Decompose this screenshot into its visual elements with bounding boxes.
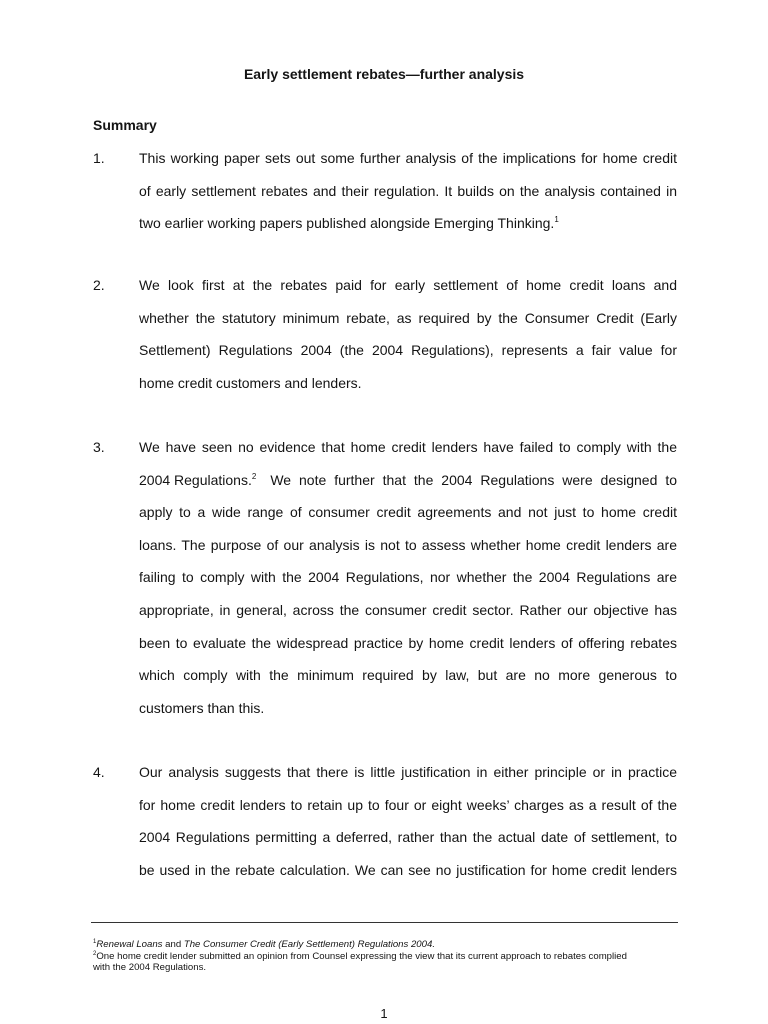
footnote-2-continued: with the 2004 Regulations. [93, 962, 207, 973]
paragraph-line: This working paper sets out some further analysis of the implications for home credit [139, 150, 677, 166]
paragraph-line: appropriate, in general, across the consumer credit sector. Rather our objective has [139, 601, 677, 618]
paragraph-number: 1. [93, 150, 105, 166]
paragraph-line: Our analysis suggests that there is little justification in either principle or in practice [139, 764, 677, 780]
footnote-citation: Renewal Loans [96, 939, 163, 950]
paragraph-body [139, 142, 677, 240]
footnote-text: One home credit lender submitted an opinion from Counsel expressing the view that its current approach to rebates complied [96, 950, 627, 962]
paragraph-line-text: 2004 Regulations. [139, 471, 252, 488]
paragraph-line-text: two earlier working papers published alongside Emerging Thinking. [139, 215, 555, 232]
footnote-2 [93, 951, 677, 963]
paragraph-line-segment [139, 464, 256, 497]
paragraph-line-text: We note further that the 2004 Regulations were designed to [270, 471, 677, 488]
footnote-divider [91, 922, 678, 923]
paragraph-number: 3. [93, 439, 105, 455]
footnote-citation: The Consumer Credit (Early Settlement) Regulations 2004. [183, 939, 435, 950]
paragraph-body [139, 756, 677, 886]
section-heading-summary: Summary [93, 117, 157, 133]
paragraph-number: 4. [93, 764, 105, 780]
paragraph-body [139, 269, 677, 399]
paragraph-line: of early settlement rebates and their regulation. It builds on the analysis contained in [139, 182, 677, 199]
footnote-reference-1: 1 [554, 215, 559, 225]
paragraph-line: which comply with the minimum required by law, but are no more generous to [139, 667, 677, 684]
paragraph-line: We look first at the rebates paid for early settlement of home credit loans and [139, 277, 677, 293]
footnote-1 [93, 939, 677, 951]
paragraph-line: loans. The purpose of our analysis is not to assess whether home credit lenders are [139, 536, 677, 553]
footnote-marker: 2 [93, 950, 97, 957]
paragraph-line: apply to a wide range of consumer credit agreements and not just to home credit [139, 504, 677, 521]
paragraph-line: been to evaluate the widespread practice by home credit lenders of offering rebates [139, 634, 677, 651]
page-number: 1 [380, 1006, 388, 1021]
paragraph-line: be used in the rebate calculation. We can see no justification for home credit lenders [139, 861, 677, 878]
paragraph-line: failing to comply with the 2004 Regulations, nor whether the 2004 Regulations are [139, 569, 677, 586]
paragraph-line [139, 464, 677, 497]
paragraph-line: Settlement) Regulations 2004 (the 2004 Regulations), represents a fair value for [139, 342, 677, 359]
paragraph-line: for home credit lenders to retain up to four or eight weeks’ charges as a result of the [139, 796, 677, 813]
paragraph-line: We have seen no evidence that home credit lenders have failed to comply with the [139, 439, 677, 455]
footnote-reference-2: 2 [251, 471, 257, 481]
paragraph-number: 2. [93, 277, 105, 293]
paragraph-line: whether the statutory minimum rebate, as required by the Consumer Credit (Early [139, 309, 677, 326]
page-title: Early settlement rebates—further analysis [243, 66, 525, 82]
paragraph-line: customers than this. [139, 699, 265, 716]
paragraph-body [139, 431, 677, 724]
paragraph-line: 2004 Regulations permitting a deferred, rather than the actual date of settlement, to [139, 829, 677, 846]
footnotes [93, 939, 677, 974]
footnote-marker: 1 [93, 939, 97, 945]
paragraph-line: home credit customers and lenders. [139, 374, 362, 391]
paragraph-line [139, 207, 677, 240]
footnote-text: and [162, 939, 184, 950]
